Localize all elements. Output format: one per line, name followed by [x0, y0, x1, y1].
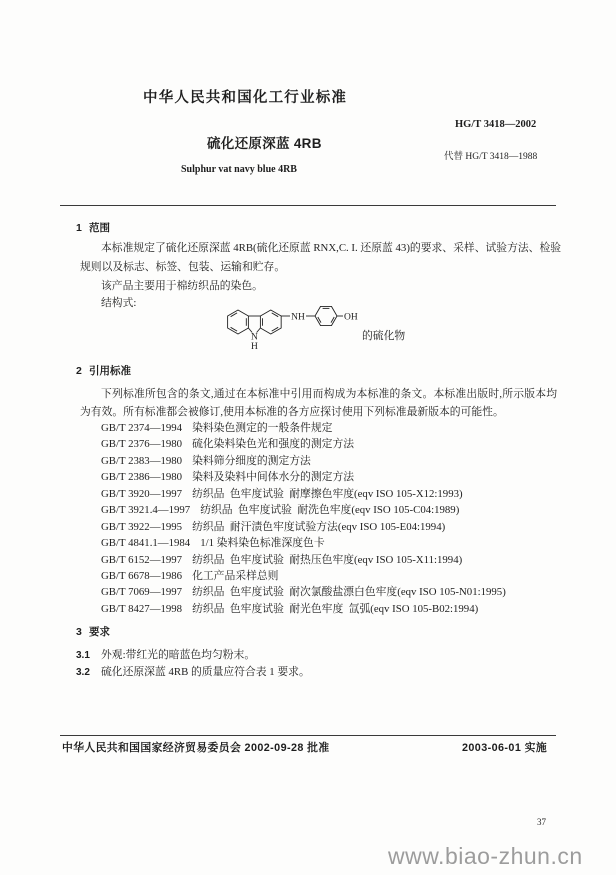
reference-item [101, 437, 506, 453]
references-paragraph-line: 为有效。所有标准都会被修订,使用本标准的各方应探讨使用下列标准最新版本的可能性。 [80, 406, 504, 418]
reference-code: GB/T 7069—1997 [101, 586, 183, 599]
reference-list [101, 421, 506, 618]
clause-item [76, 648, 255, 663]
reference-item [101, 602, 506, 618]
implementation-date: 2003-06-01 实施 [462, 742, 548, 754]
watermark: www.biao-zhun.cn [388, 843, 583, 869]
reference-title: 纺织品 耐汗渍色牢度试验方法(eqv ISO 105-E04:1994) [192, 520, 446, 533]
reference-item [101, 585, 506, 601]
reference-code: GB/T 2386—1980 [101, 471, 183, 484]
clause-number: 3.2 [76, 667, 90, 678]
section-heading-references [76, 364, 131, 378]
reference-code: GB/T 2376—1980 [101, 438, 183, 451]
reference-title: 纺织品 色牢度试验 耐光色牢度 氙弧(eqv ISO 105-B02:1994) [192, 602, 479, 615]
section-number: 1 [76, 222, 82, 234]
reference-code: GB/T 3922—1995 [101, 520, 183, 533]
section-title: 范围 [89, 222, 110, 234]
reference-title: 染料及染料中间体水分的测定方法 [192, 471, 355, 484]
hydroxyl-label: OH [344, 312, 358, 323]
section-number: 2 [76, 365, 82, 377]
scope-paragraph-line: 规则以及标志、标签、包装、运输和贮存。 [80, 261, 286, 273]
reference-title: 化工产品采样总则 [192, 569, 279, 582]
issuing-body-title: 中华人民共和国化工行业标准 [143, 90, 348, 106]
reference-item [101, 569, 506, 585]
reference-code: GB/T 6678—1986 [101, 569, 183, 582]
reference-title: 硫化染料染色光和强度的测定方法 [192, 438, 355, 451]
reference-title: 染料筛分细度的测定方法 [192, 454, 311, 467]
structure-label: 结构式: [101, 297, 137, 309]
reference-item [101, 454, 506, 470]
reference-item [101, 520, 506, 536]
reference-title: 染料染色测定的一般条件规定 [192, 422, 333, 434]
standard-number: HG/T 3418—2002 [455, 119, 537, 130]
reference-item [101, 503, 506, 519]
scope-paragraph-line: 本标准规定了硫化还原深蓝 4RB(硫化还原蓝 RNX,C. I. 还原蓝 43)的要求、采样、试验方法、检验 [101, 242, 562, 254]
reference-item [101, 536, 506, 552]
approval-statement: 中华人民共和国国家经济贸易委员会 2002-09-28 批准 [62, 742, 330, 754]
reference-code: GB/T 2374—1994 [101, 422, 183, 434]
clause-item [76, 665, 310, 680]
reference-code: GB/T 6152—1997 [101, 553, 183, 566]
references-paragraph-line: 下列标准所包含的条文,通过在本标准中引用而构成为本标准的条文。本标准出版时,所示版本均 [101, 388, 557, 400]
carbazole-right-ring [260, 310, 281, 334]
page-title: 硫化还原深蓝 4RB [207, 136, 322, 151]
section-heading-requirements [76, 625, 110, 639]
reference-item [101, 487, 506, 503]
reference-item [101, 553, 506, 569]
reference-code: GB/T 4841.1—1984 [101, 537, 191, 550]
reference-title: 1/1 染料染色标准深度色卡 [200, 537, 325, 550]
replaces-standard: 代替 HG/T 3418—1988 [444, 152, 538, 162]
usage-statement: 该产品主要用于棉纺织品的染色。 [101, 280, 263, 292]
section-title: 引用标准 [89, 365, 131, 377]
ring-nitrogen-label: N [250, 332, 258, 343]
section-heading-scope [76, 221, 110, 235]
clause-text: 外观:带红光的暗蓝色均匀粉末。 [101, 649, 256, 661]
reference-code: GB/T 3921.4—1997 [101, 504, 191, 517]
carbazole-left-ring [228, 310, 249, 334]
header-divider [60, 205, 556, 206]
section-title: 要求 [89, 626, 110, 638]
linker-label: NH [291, 312, 305, 323]
footer-divider [60, 735, 556, 736]
reference-title: 纺织品 色牢度试验 耐热压色牢度(eqv ISO 105-X11:1994) [192, 553, 463, 566]
reference-code: GB/T 8427—1998 [101, 602, 183, 615]
reference-code: GB/T 2383—1980 [101, 454, 183, 467]
clause-number: 3.1 [76, 650, 90, 661]
page-number: 37 [537, 817, 546, 827]
reference-item [101, 421, 506, 437]
reference-code: GB/T 3920—1997 [101, 487, 183, 500]
english-title: Sulphur vat navy blue 4RB [181, 164, 297, 175]
ring-hydrogen-label: H [250, 342, 258, 352]
section-number: 3 [76, 626, 82, 638]
phenyl-ring [315, 306, 337, 325]
reference-title: 纺织品 色牢度试验 耐洗色牢度(eqv ISO 105-C04:1989) [200, 504, 460, 517]
clause-text: 硫化还原深蓝 4RB 的质量应符合表 1 要求。 [101, 666, 310, 678]
structure-suffix: 的硫化物 [362, 330, 406, 342]
reference-title: 纺织品 色牢度试验 耐次氯酸盐漂白色牢度(eqv ISO 105-N01:1995) [192, 586, 506, 599]
reference-item [101, 470, 506, 486]
chemical-structure [220, 302, 360, 350]
reference-title: 纺织品 色牢度试验 耐摩擦色牢度(eqv ISO 105-X12:1993) [192, 487, 463, 500]
